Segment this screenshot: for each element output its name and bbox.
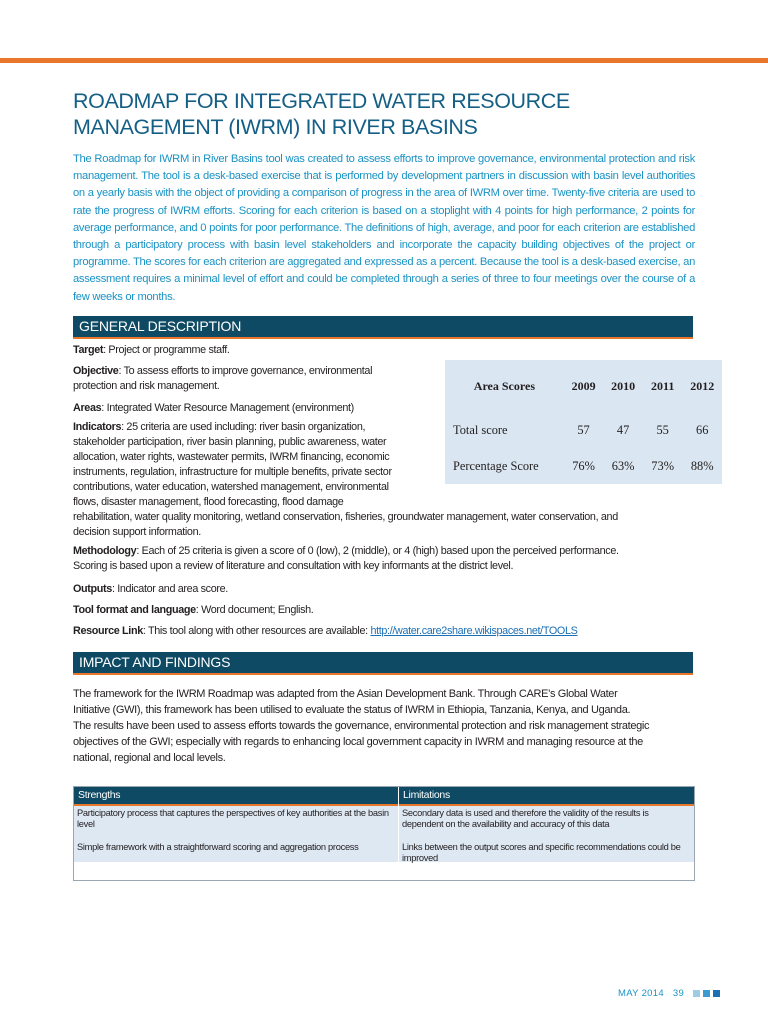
indicators-line: flows, disaster management, flood forecasting, flood damage bbox=[73, 496, 344, 508]
indicators-line: : 25 criteria are used including: river basin organization, bbox=[121, 421, 366, 433]
strengths-limitations-table bbox=[73, 786, 695, 881]
page-footer bbox=[618, 988, 720, 999]
footer-square-light bbox=[693, 990, 700, 997]
resource-link-text: : This tool along with other resources are available: bbox=[142, 625, 371, 637]
outputs-field bbox=[73, 582, 228, 597]
objective-label: Objective bbox=[73, 365, 119, 377]
methodology-label: Methodology bbox=[73, 545, 137, 557]
target-value: : Project or programme staff. bbox=[103, 344, 230, 356]
areas-label: Areas bbox=[73, 402, 102, 414]
footer-square-dark bbox=[713, 990, 720, 997]
impact-line: The results have been used to assess efforts towards the governance, environmental protection and risk management strategic bbox=[73, 720, 650, 732]
methodology-value-line2: Scoring is based upon a review of literature and consultation with key informants at the district level. bbox=[73, 560, 514, 572]
impact-line: objectives of the GWI; especially with regards to enhancing local government capacity in IWRM and managing resource at the bbox=[73, 736, 643, 748]
row-label: Total score bbox=[453, 422, 508, 437]
score-cell: 66 bbox=[696, 422, 709, 437]
tool-format-label: Tool format and language bbox=[73, 604, 196, 616]
strength-cell: Simple framework with a straightforward scoring and aggregation process bbox=[77, 842, 359, 852]
page-title: ROADMAP FOR INTEGRATED WATER RESOURCE MANAGEMENT (IWRM) IN RIVER BASINS bbox=[73, 89, 570, 139]
resource-link-label: Resource Link bbox=[73, 625, 143, 637]
outputs-label: Outputs bbox=[73, 583, 112, 595]
tool-format-field bbox=[73, 603, 313, 618]
resource-link-field bbox=[73, 624, 577, 639]
scores-header-label: Area Scores bbox=[473, 378, 535, 393]
impact-line: The framework for the IWRM Roadmap was adapted from the Asian Development Bank. Through CARE’s Global Water bbox=[73, 688, 618, 700]
strength-cell: Participatory process that captures the perspectives of key authorities at the basin level bbox=[77, 808, 389, 829]
indicators-label: Indicators bbox=[73, 421, 122, 433]
areas-field bbox=[73, 401, 354, 416]
year-header: 2010 bbox=[611, 378, 636, 393]
score-cell: 88% bbox=[690, 458, 714, 473]
objective-field bbox=[73, 364, 372, 394]
tool-format-value: : Word document; English. bbox=[195, 604, 314, 616]
target-label: Target bbox=[73, 344, 104, 356]
score-cell: 55 bbox=[656, 422, 669, 437]
objective-value-line1: : To assess efforts to improve governance, environmental bbox=[118, 365, 373, 377]
row-label: Percentage Score bbox=[453, 458, 539, 473]
indicators-line: decision support information. bbox=[73, 526, 201, 538]
strengths-limitations-header bbox=[74, 787, 694, 804]
limitations-header: Limitations bbox=[403, 789, 450, 801]
target-field bbox=[73, 343, 230, 358]
indicators-line: contributions, water education, watershed management, environmental bbox=[73, 481, 389, 493]
limitation-cell: Links between the output scores and specific recommendations could be improved bbox=[402, 842, 681, 863]
footer-date: MAY 2014 bbox=[618, 988, 664, 999]
score-cell: 47 bbox=[616, 422, 630, 437]
score-cell: 73% bbox=[651, 458, 675, 473]
methodology-field bbox=[73, 544, 619, 574]
column-divider bbox=[398, 787, 399, 862]
total-score-row bbox=[445, 412, 722, 448]
intro-paragraph: The Roadmap for IWRM in River Basins tool was created to assess efforts to improve governance, environmental protection and risk management. The tool is a desk-based exercise that is performed by development partners in discussion with basin level authorities on a yearly basis with the object of providing a comparison of progress in the area of IWRM over time. Twenty-five criteria are used to rate the progress of IWRM efforts. Scoring for each criterion is based on a stoplight with 4 points for high performance, 2 points for average performance, and 0 points for poor performance. The definitions of high, average, and poor for each criterion are established through a participatory process with basin level stakeholders and incorporate the capacity building objectives of the project or programme. The scores for each criterion are aggregated and expressed as a percent. Because the tool is a desk-based exercise, an assessment requires a minimal level of effort and could be completed through a series of three to four meetings over the course of a few weeks or months. bbox=[73, 153, 695, 303]
strengths-header: Strengths bbox=[78, 789, 121, 801]
areas-value: : Integrated Water Resource Management (environment) bbox=[101, 402, 354, 414]
score-cell: 76% bbox=[572, 458, 595, 473]
impact-paragraph bbox=[73, 686, 693, 766]
percentage-score-row bbox=[445, 448, 722, 484]
methodology-value-line1: : Each of 25 criteria is given a score of 0 (low), 2 (middle), or 4 (high) based upon the perceived performance. bbox=[136, 545, 619, 557]
outputs-value: : Indicator and area score. bbox=[111, 583, 228, 595]
limitation-cell: Secondary data is used and therefore the validity of the results is dependent on the availability and accuracy of this data bbox=[402, 808, 649, 829]
score-cell: 63% bbox=[611, 458, 635, 473]
resource-link[interactable]: http://water.care2share.wikispaces.net/TOOLS bbox=[370, 625, 578, 637]
footer-square-mid bbox=[703, 990, 710, 997]
page-number: 39 bbox=[672, 988, 685, 999]
indicators-line: allocation, water rights, wastewater permits, IWRM financing, economic bbox=[73, 451, 390, 463]
year-header: 2009 bbox=[571, 378, 596, 393]
year-header: 2012 bbox=[690, 378, 715, 393]
general-description-heading: GENERAL DESCRIPTION bbox=[73, 316, 693, 337]
indicators-line: stakeholder participation, river basin planning, public awareness, water bbox=[73, 436, 387, 448]
top-accent-rule bbox=[0, 58, 768, 63]
indicators-line: instruments, regulation, infrastructure for multiple benefits, private sector bbox=[73, 466, 392, 478]
indicators-line: rehabilitation, water quality monitoring, wetland conservation, fisheries, groundwater management, water conservation, and bbox=[73, 511, 618, 523]
objective-value-line2: protection and risk management. bbox=[73, 380, 220, 392]
impact-line: Initiative (GWI), this framework has been utilised to evaluate the status of IWRM in Ethiopia, Tanzania, Kenya, and Uganda. bbox=[73, 704, 631, 716]
area-scores-table bbox=[445, 360, 722, 484]
scores-header-row bbox=[445, 360, 722, 412]
score-cell: 57 bbox=[577, 422, 590, 437]
impact-line: national, regional and local levels. bbox=[73, 752, 226, 764]
impact-findings-heading: IMPACT AND FINDINGS bbox=[73, 652, 693, 673]
year-header: 2011 bbox=[650, 378, 675, 393]
